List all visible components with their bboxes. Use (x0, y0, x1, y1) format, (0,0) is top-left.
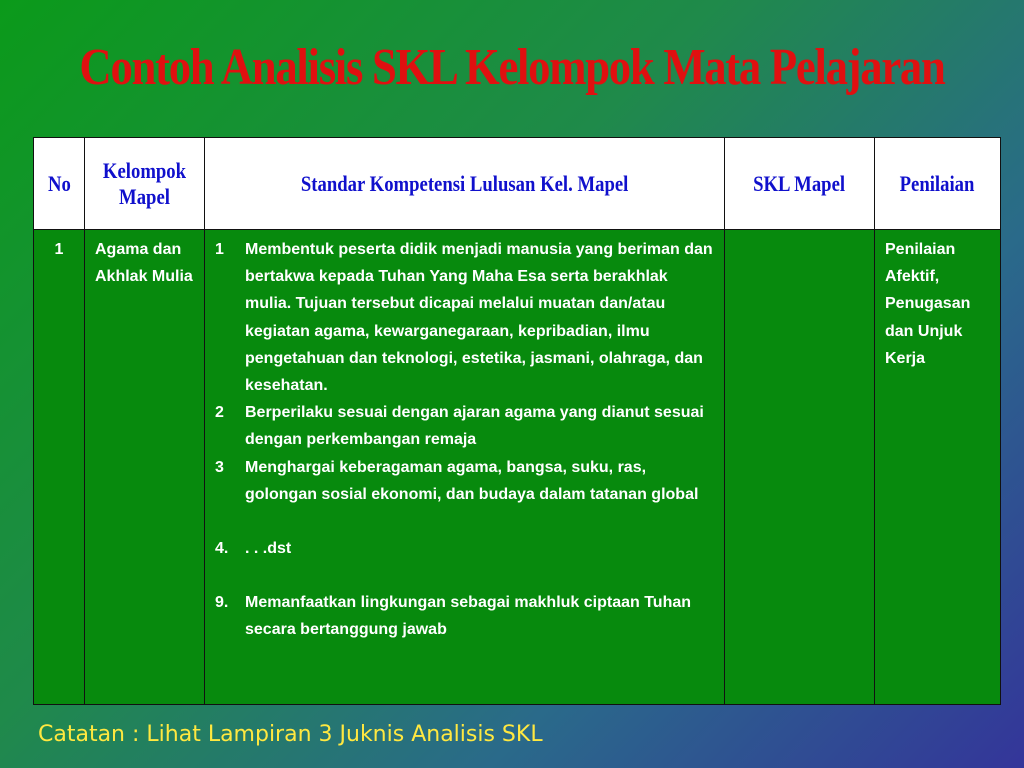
footnote: Catatan : Lihat Lampiran 3 Juknis Analisis SKL (38, 722, 543, 747)
cell-skl-mapel (725, 230, 875, 705)
cell-kelompok-mapel: Agama dan Akhlak Mulia (85, 230, 205, 705)
table-header-row (34, 138, 1001, 230)
cell-penilaian: Penilaian Afektif, Penugasan dan Unjuk Kerja (875, 230, 1001, 705)
cell-standar-kompetensi (205, 230, 725, 705)
table-row (34, 230, 1001, 705)
list-item: 2 Berperilaku sesuai dengan ajaran agama yang dianut sesuai dengan perkembangan remaja (215, 404, 704, 449)
header-kelompok-mapel: Kelompok Mapel (85, 138, 205, 230)
header-skl-mapel: SKL Mapel (725, 138, 875, 230)
header-penilaian: Penilaian (875, 138, 1001, 230)
list-item: 3 Menghargai keberagaman agama, bangsa, suku, ras, golongan sosial ekonomi, dan budaya dalam tatanan global (215, 458, 699, 503)
list-item: 4. . . .dst (215, 540, 292, 558)
header-no: No (34, 138, 85, 230)
header-standar-kompetensi: Standar Kompetensi Lulusan Kel. Mapel (205, 138, 725, 230)
skl-table (33, 137, 1001, 705)
cell-no: 1 (34, 230, 85, 705)
list-item: 1 Membentuk peserta didik menjadi manusia yang beriman dan bertakwa kepada Tuhan Yang Maha Esa serta berakhlak mulia. Tujuan tersebut dicapai melalui muatan dan/atau kegiatan agama, kewarganegaraan, kepribadian, ilmu pengetahuan dan teknologi, estetika, jasmani, olahraga, dan kesehatan. (215, 241, 713, 395)
list-item: 9. Memanfaatkan lingkungan sebagai makhluk ciptaan Tuhan secara bertanggung jawab (215, 594, 692, 639)
page-title: Contoh Analisis SKL Kelompok Mata Pelajaran (79, 39, 945, 96)
